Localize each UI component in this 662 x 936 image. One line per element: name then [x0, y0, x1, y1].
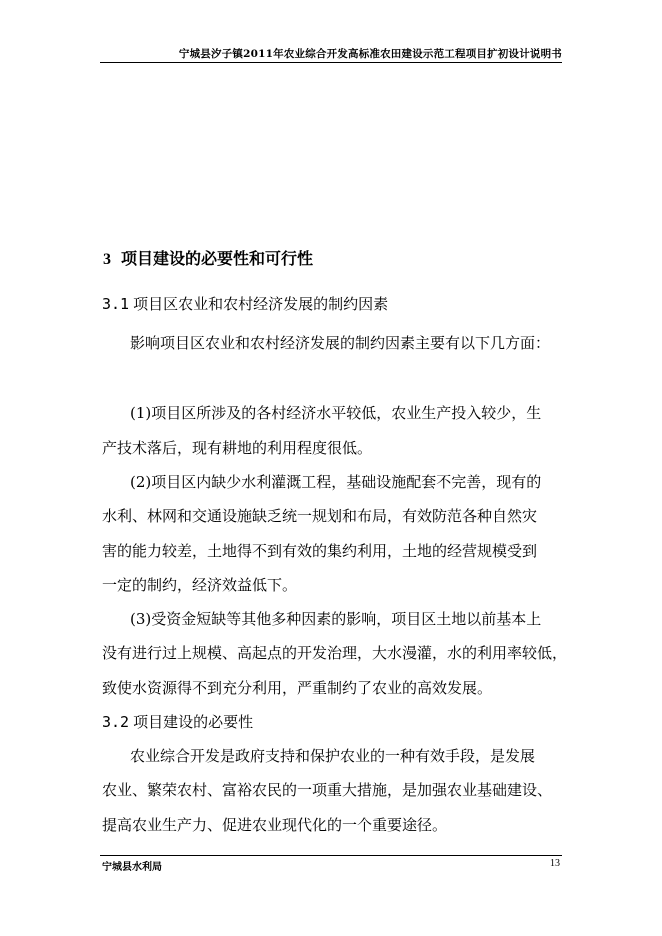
- section-title: 项目建设的必要性和可行性: [121, 249, 314, 268]
- footer-organization: 宁城县水利局: [102, 862, 162, 873]
- paragraph-3-line: 没有进行过上规模、高起点的开发治理，大水漫灌，水的利用率较低，: [102, 644, 568, 662]
- page-number: 13: [550, 858, 560, 869]
- subsection-3-1-heading: [102, 293, 388, 314]
- paragraph-2-line: 害的能力较差，土地得不到有效的集约利用，土地的经营规模受到: [102, 542, 538, 560]
- intro-paragraph: 影响项目区农业和农村经济发展的制约因素主要有以下几方面：: [130, 334, 551, 352]
- section-heading: [103, 246, 313, 269]
- subsection-3-2-title: 项目建设的必要性: [133, 713, 254, 731]
- subsection-3-1-title: 项目区农业和农村经济发展的制约因素: [133, 295, 389, 313]
- subsection-3-2-number: 3.2: [102, 713, 130, 731]
- paragraph-4-line: 农业综合开发是政府支持和保护农业的一种有效手段，是发展: [130, 747, 536, 765]
- subsection-3-2-heading: [102, 711, 253, 732]
- paragraph-4-line: 农业、繁荣农村、富裕农民的一项重大措施，是加强农业基础建设、: [102, 781, 553, 799]
- subsection-3-1-number: 3.1: [102, 295, 130, 313]
- paragraph-1-line: (1)项目区所涉及的各村经济水平较低，农业生产投入较少，生: [130, 404, 542, 422]
- paragraph-1-line: 产技术落后，现有耕地的利用程度很低。: [102, 439, 373, 457]
- paragraph-2-line: 水利、林网和交通设施缺乏统一规划和布局，有效防范各种自然灾: [102, 507, 538, 525]
- header-rule: [100, 62, 562, 63]
- footer-rule: [100, 855, 562, 856]
- paragraph-4-line: 提高农业生产力、促进农业现代化的一个重要途径。: [102, 816, 448, 834]
- paragraph-3-line: 致使水资源得不到充分利用，严重制约了农业的高效发展。: [102, 679, 493, 697]
- running-header: 宁城县汐子镇2011年农业综合开发高标准农田建设示范工程项目扩初设计说明书: [178, 48, 562, 60]
- paragraph-2-line: 一定的制约，经济效益低下。: [102, 576, 298, 594]
- section-number: 3: [103, 251, 111, 268]
- paragraph-3-line: (3)受资金短缺等其他多种因素的影响，项目区土地以前基本上: [130, 610, 542, 628]
- paragraph-2-line: (2)项目区内缺少水利灌溉工程，基础设施配套不完善，现有的: [130, 473, 542, 491]
